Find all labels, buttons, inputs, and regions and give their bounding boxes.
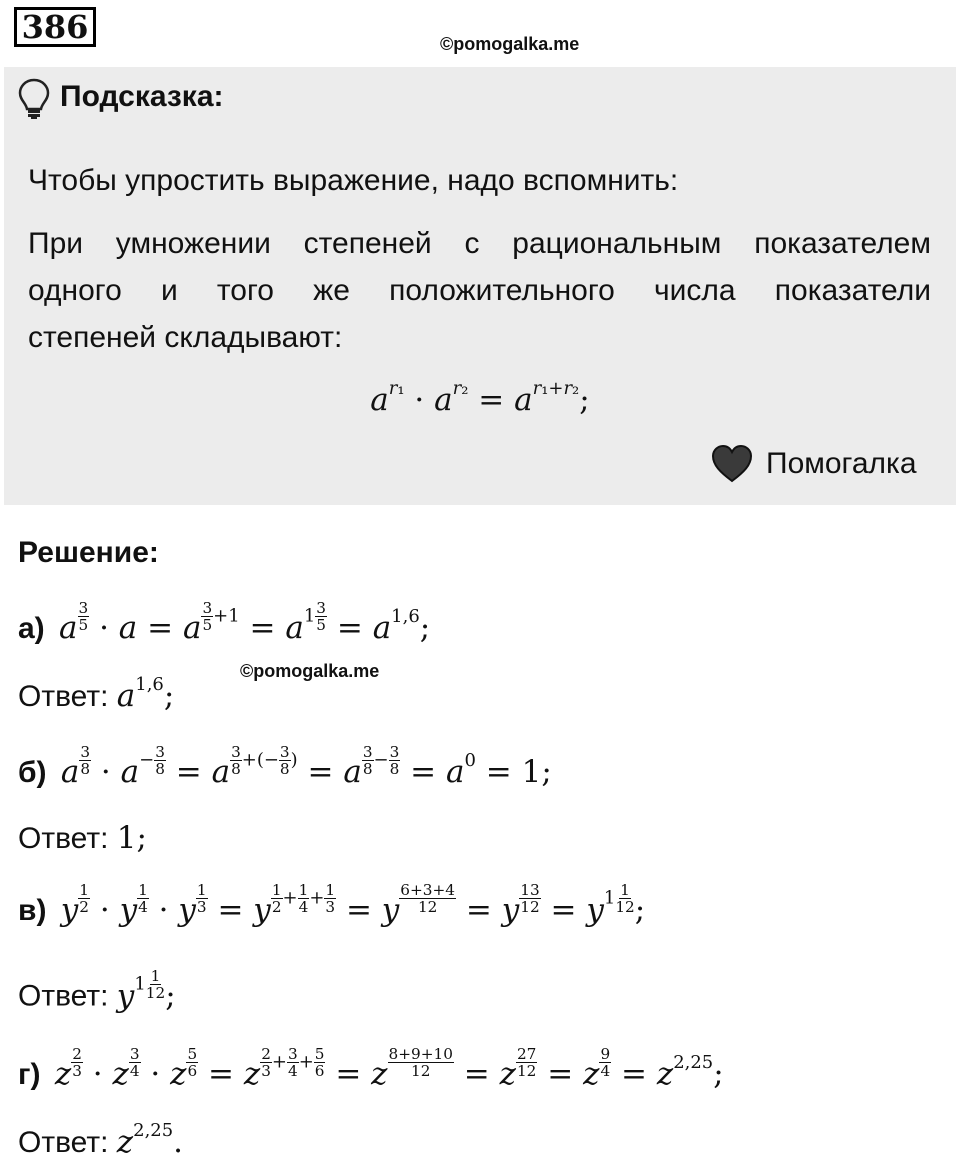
problem-number: 386 — [14, 7, 96, 47]
hint-line: Чтобы упростить выражение, надо вспомнить: — [28, 164, 679, 197]
answer-b — [18, 820, 147, 856]
answer-label: Ответ: — [18, 680, 109, 714]
heart-icon — [710, 444, 754, 484]
brand — [710, 444, 917, 484]
item-label: г) — [18, 1057, 41, 1091]
item-label: в) — [18, 893, 47, 927]
brand-label: Помогалка — [766, 447, 917, 480]
answer-label: Ответ: — [18, 1126, 109, 1160]
answer-v: Ответ: y1 $\frac{1}{12}$ ; — [18, 967, 176, 1014]
solution-b: б) a $\frac{3}{8}$ · a− $\frac{3}{8}$ = a $\frac{3}{8}$ +(− $\frac{3}{8}$ ) = a $\frac{3}{8}$ − $\frac{3}{8}$ = a0 = 1; — [18, 743, 552, 790]
hint-line: одного и того же положительного числа показатели — [28, 274, 931, 307]
solution-v: в) y $\frac{1}{2}$ · y $\frac{1}{4}$ · y $\frac{1}{3}$ = y $\frac{1}{2}$ + $\frac{1}{4}$ + $\frac{1}{3}$ = y $\frac{6+3+4}{12}$ = y $\frac{13}{12}$ = y1 $\frac{1}{12}$ ; — [18, 881, 646, 928]
solution-g: г) z $\frac{2}{3}$ · z $\frac{3}{4}$ · z $\frac{5}{6}$ = z $\frac{2}{3}$ + $\frac{3}{4}$ + $\frac{5}{6}$ = z $\frac{8+9+10}{12}$ = z $\frac{27}{12}$ = z $\frac{9}{4}$ = z2,25; — [18, 1045, 724, 1092]
hint-formula: ar₁ · ar₂ = ar₁+r₂; — [370, 378, 590, 419]
answer-g: Ответ: z2,25. — [18, 1120, 184, 1161]
watermark: ©pomogalka.me — [440, 34, 580, 54]
solution-a: а) a $\frac{3}{5}$ · a = a $\frac{3}{5}$ +1 = a1 $\frac{3}{5}$ = a1,6; — [18, 599, 431, 646]
answer-label: Ответ: — [18, 979, 109, 1013]
hint-line: степеней складывают: — [28, 321, 343, 354]
answer-label: Ответ: — [18, 822, 109, 855]
item-label: а) — [18, 611, 45, 645]
solution-title: Решение: — [18, 536, 159, 569]
watermark: ©pomogalka.me — [240, 661, 380, 681]
item-label: б) — [18, 755, 47, 789]
hint-title: Подсказка: — [60, 80, 224, 113]
lightbulb-icon — [18, 78, 50, 120]
answer-a: Ответ: a1,6; — [18, 674, 175, 715]
answer-value: 1; — [116, 820, 147, 856]
hint-line: При умножении степеней с рациональным показателем — [28, 227, 931, 260]
